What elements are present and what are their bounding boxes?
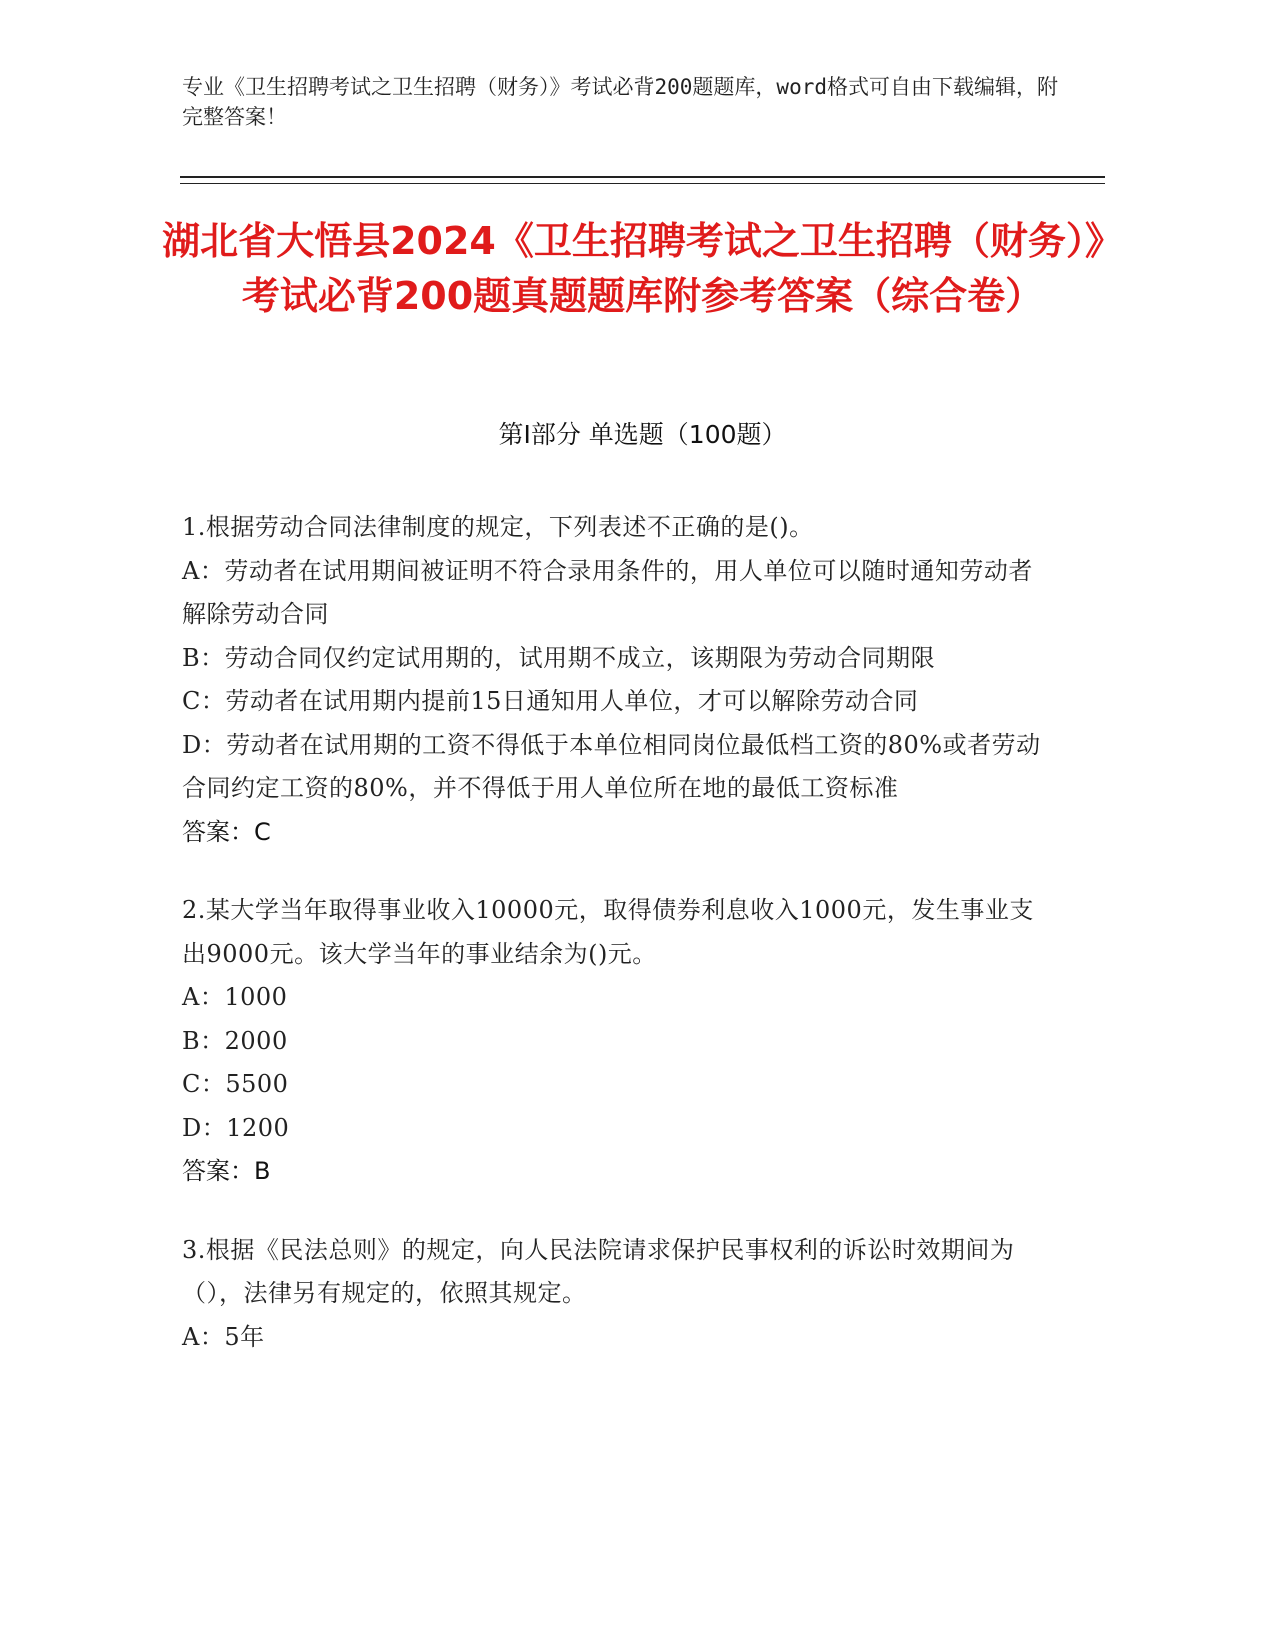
question-stem: 3.根据《民法总则》的规定，向人民法院请求保护民事权利的诉讼时效期间为（），法律另有规定的，依照其规定。 (182, 1235, 1015, 1307)
option-c: C：劳动者在试用期内提前15日通知用人单位，才可以解除劳动合同 (182, 687, 919, 715)
question-1 (182, 506, 1042, 854)
answer-label: 答案：B (182, 1157, 271, 1185)
option-d: D：1200 (182, 1113, 290, 1142)
option-b: B：劳动合同仅约定试用期的，试用期不成立，该期限为劳动合同期限 (182, 643, 936, 672)
answer-label: 答案：C (182, 817, 271, 846)
question-stem: 1.根据劳动合同法律制度的规定，下列表述不正确的是()。 (182, 513, 814, 541)
document-title: 湖北省大悟县2024《卫生招聘考试之卫生招聘（财务）》考试必背200题真题题库附参考答案（综合卷） (162, 219, 1123, 318)
question-stem: 2.某大学当年取得事业收入10000元，取得债券利息收入1000元，发生事业支出9000元。该大学当年的事业结余为()元。 (182, 896, 1034, 968)
header-note: 专业《卫生招聘考试之卫生招聘（财务）》考试必背200题题库，word格式可自由下载编辑，附完整答案！ (182, 75, 1058, 129)
option-a: A：1000 (182, 983, 288, 1011)
header-divider-thin (180, 183, 1105, 184)
header-divider-thick (180, 176, 1105, 178)
option-c: C：5500 (182, 1070, 289, 1098)
option-a: A：5年 (182, 1322, 265, 1351)
section-heading: 第Ⅰ部分 单选题（100题） (498, 420, 787, 449)
question-3 (182, 1229, 1042, 1360)
option-d: D：劳动者在试用期的工资不得低于本单位相同岗位最低档工资的80%或者劳动合同约定工资的80%，并不得低于用人单位所在地的最低工资标准 (182, 730, 1041, 802)
option-a: A：劳动者在试用期间被证明不符合录用条件的，用人单位可以随时通知劳动者解除劳动合同 (182, 556, 1033, 628)
question-2 (182, 889, 1042, 1194)
option-b: B：2000 (182, 1026, 288, 1055)
question-list (182, 506, 1042, 1394)
